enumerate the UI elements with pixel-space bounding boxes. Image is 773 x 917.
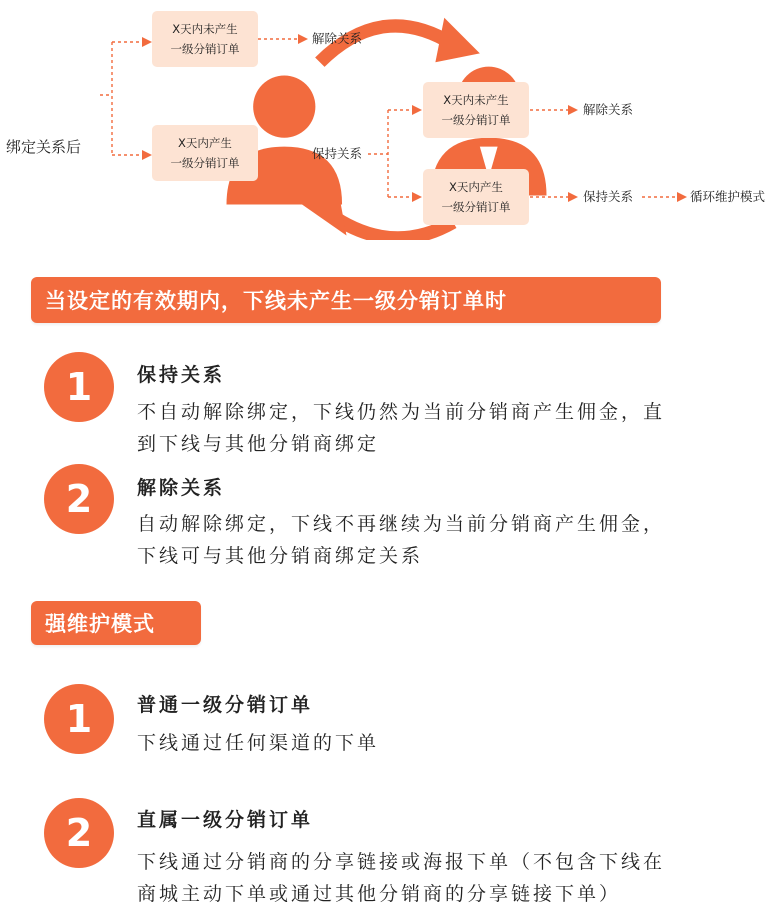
node-not-produced-order-2 [423,82,529,138]
node-line: X天内未产生 [443,93,509,107]
node-line: X天内未产生 [172,22,238,36]
item-desc-keep-line2: 到下线与其他分销商绑定 [137,433,380,455]
number-badge: 1 [44,352,114,422]
node-produced-order-2 [423,169,529,225]
item-desc-release-line2: 下线可与其他分销商绑定关系 [137,545,424,567]
item-title-direct-order: 直属一级分销订单 [137,809,314,831]
section-banner-expiry: 当设定的有效期内，下线未产生一级分销订单时 [31,277,661,323]
section-banner-strong-mode: 强维护模式 [31,601,201,645]
start-label: 绑定关系后 [6,138,82,156]
outcome-release-label-2: 解除关系 [583,102,634,117]
node-line: X天内产生 [449,180,503,194]
node-line: X天内产生 [178,136,232,150]
item-desc-keep-line1: 不自动解除绑定，下线仍然为当前分销商产生佣金，直 [137,401,666,423]
number-badge: 2 [44,798,114,868]
loop-mode-label: 循环维护模式 [690,189,766,204]
item-desc-direct-order-line2: 商城主动下单或通过其他分销商的分享链接下单） [137,883,622,905]
node-line: 一级分销订单 [170,42,240,56]
item-title-release: 解除关系 [137,477,226,499]
number-badge: 2 [44,464,114,534]
node-produced-order [152,125,258,181]
outcome-release-label: 解除关系 [312,31,363,46]
relationship-flow-diagram [0,0,773,240]
item-title-keep: 保持关系 [137,364,226,386]
item-desc-release-line1: 自动解除绑定，下线不再继续为当前分销商产生佣金， [137,513,666,535]
outcome-keep-label-2: 保持关系 [583,189,634,204]
number-badge: 1 [44,684,114,754]
outcome-keep-label: 保持关系 [312,146,363,161]
item-title-normal-order: 普通一级分销订单 [137,694,314,716]
item-desc-direct-order-line1: 下线通过分销商的分享链接或海报下单（不包含下线在 [137,851,666,873]
node-line: 一级分销订单 [441,113,511,127]
node-line: 一级分销订单 [170,156,240,170]
node-not-produced-order [152,11,258,67]
node-line: 一级分销订单 [441,200,511,214]
item-desc-normal-order: 下线通过任何渠道的下单 [137,732,380,754]
users-exchange-icon [0,0,773,240]
